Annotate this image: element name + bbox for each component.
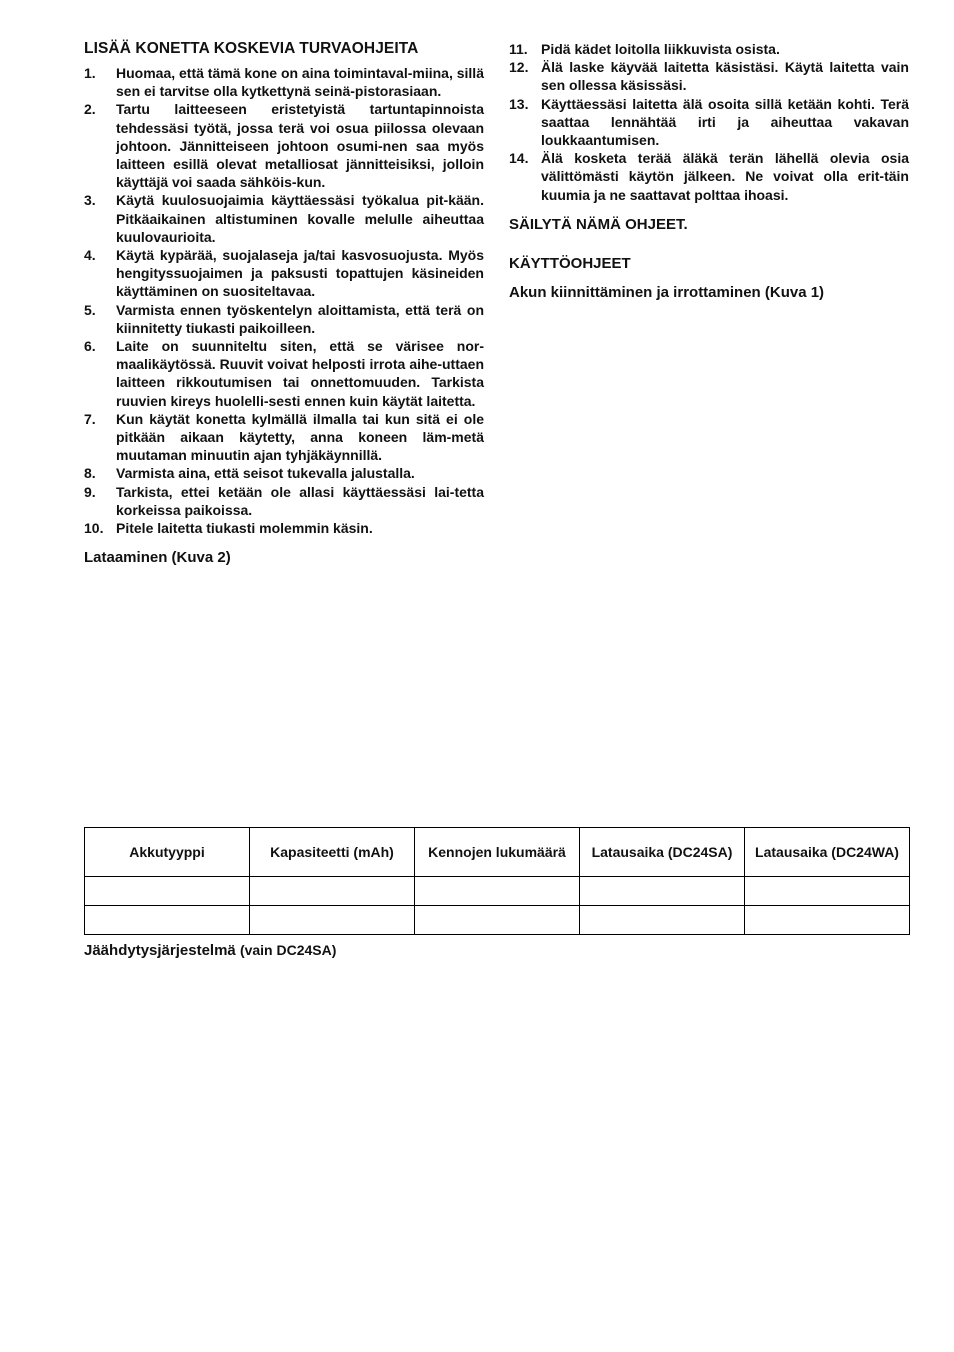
table-cell [745,906,910,935]
item-text: Laite on suunniteltu siten, että se värisee nor-maalikäytössä. Ruuvit voivat helposti irrota aihe-uttaen laitteen rikkoutumisen tai onnettomuuden. Tarkista ruuvien kireys huolelli-sesti ennen kuin käytät laitetta. [116,338,484,409]
usage-heading: KÄYTTÖOHJEET [509,254,631,272]
list-item [509,58,909,94]
item-number: 3. [84,192,96,209]
item-text: Älä kosketa terää äläkä terän lähellä olevia osia välittömästi käytön jälkeen. Ne voivat olla erit-täin kuumia ja ne saattavat polttaa ihoasi. [541,150,909,203]
item-text: Käytä kuulosuojaimia käyttäessäsi työkalua pit-kään. Pitkäaikainen altistuminen kovalle melulle aiheuttaa kuulovaurioita. [116,192,484,245]
header-charge-time-dc24sa: Latausaika (DC24SA) [580,828,745,877]
header-battery-type: Akkutyyppi [85,828,250,877]
list-item [84,519,484,537]
item-text: Käyttäessäsi laitetta älä osoita sillä ketään kohti. Terä saattaa lennähtää irti ja aiheuttaa vakavan loukkaantumisen. [541,95,909,149]
cooling-heading [84,942,336,959]
list-item [84,337,484,410]
safety-title: LISÄÄ KONETTA KOSKEVIA TURVAOHJEITA [84,40,419,57]
header-charge-time-dc24wa: Latausaika (DC24WA) [745,828,910,877]
list-item [84,410,484,465]
item-number: 8. [84,465,96,482]
charging-heading: Lataaminen (Kuva 2) [84,549,231,567]
item-number: 14. [509,150,529,167]
battery-spec-table [84,827,910,935]
item-text: Tarkista, ettei ketään ole allasi käyttäessäsi lai-tetta korkeissa paikoissa. [116,483,484,518]
item-number: 11. [509,41,528,57]
table-cell [415,906,580,935]
list-item [84,301,484,337]
table-cell [85,877,250,906]
table-cell [580,877,745,906]
item-number: 7. [84,410,96,427]
item-number: 4. [84,247,96,264]
item-text: Varmista aina, että seisot tukevalla jalustalla. [116,465,415,482]
list-item [509,95,909,150]
cooling-note: (vain DC24SA) [239,942,337,958]
item-text: Tartu laitteeseen eristetyistä tartuntapinnoista tehdessäsi työtä, jossa terä voi osua piilossa olevaan johtoon. Jännitteiseen johtoon osumi-nen saa myös laitteen esillä olevat metalliosat jännitteisiksi, jolloin käyttäjä voi saada sähköis-kun. [116,101,484,191]
right-column [509,40,909,301]
safety-list-continued [509,40,909,204]
item-text: Varmista ennen työskentelyn aloittamista, että terä on kiinnitetty tiukasti paikoilleen. [116,301,484,336]
list-item [84,191,484,246]
battery-table-wrapper [84,827,910,935]
item-number: 12. [509,59,529,76]
list-item [84,100,484,191]
item-number: 10. [84,520,104,537]
table-cell [415,877,580,906]
item-number: 2. [84,101,96,118]
list-item [84,464,484,482]
battery-heading: Akun kiinnittäminen ja irrottaminen (Kuva 1) [509,283,825,301]
table-header-row [85,828,910,877]
item-text: Huomaa, että tämä kone on aina toimintaval-miina, sillä sen ei tarvitse olla kytkettynä seinä-pistorasiaan. [116,65,484,100]
item-number: 13. [509,95,529,112]
safety-list [84,64,484,537]
list-item [84,246,484,301]
table-row [85,906,910,935]
header-capacity: Kapasiteetti (mAh) [250,828,415,877]
item-text: Pitele laitetta tiukasti molemmin käsin. [116,520,373,537]
table-cell [85,906,250,935]
item-text: Pidä kädet loitolla liikkuvista osista. [541,41,780,57]
table-row [85,877,910,906]
list-item [84,64,484,100]
table-cell [745,877,910,906]
list-item [84,483,484,519]
save-instructions-heading: SÄILYTÄ NÄMÄ OHJEET. [509,215,688,233]
item-text: Älä laske käyvää laitetta käsistäsi. Käytä laitetta vain sen ollessa käsissäsi. [541,59,909,94]
table-cell [580,906,745,935]
item-number: 1. [84,65,96,81]
item-number: 5. [84,301,96,318]
list-item [509,40,909,58]
item-text: Käytä kypärää, suojalaseja ja/tai kasvosuojusta. Myös hengityssuojaimen ja paksusti topattujen käsineiden käyttäminen on suositeltavaa. [116,247,484,300]
list-item [509,149,909,204]
header-cell-count: Kennojen lukumäärä [415,828,580,877]
item-number: 9. [84,483,96,500]
table-cell [250,877,415,906]
table-cell [250,906,415,935]
left-column [84,40,484,566]
item-number: 6. [84,338,96,355]
cooling-title: Jäähdytysjärjestelmä [84,942,236,959]
item-text: Kun käytät konetta kylmällä ilmalla tai kun sitä ei ole pitkään aikaan käytetty, anna koneen läm-metä muutaman minuutin ajan tyhjäkäynnillä. [116,410,484,464]
